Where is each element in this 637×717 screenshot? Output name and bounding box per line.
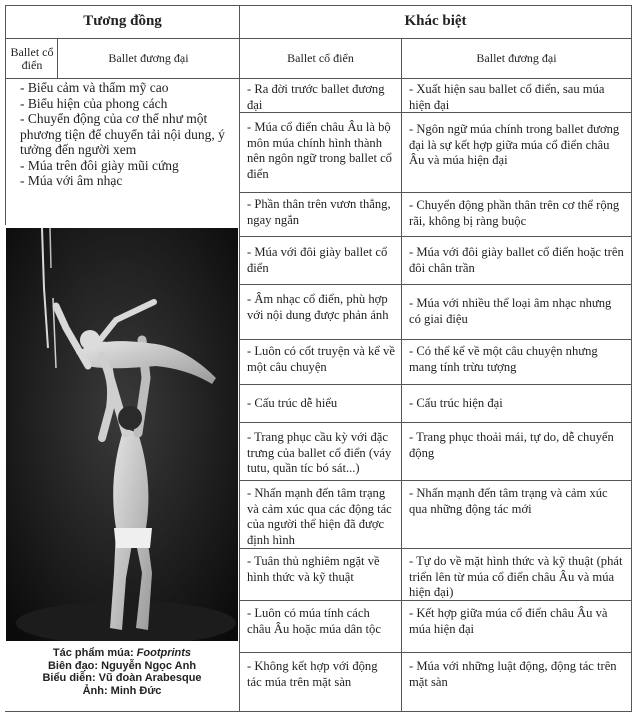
diff-classical-cell: - Phần thân trên vươn thẳng, ngay ngắn bbox=[247, 197, 391, 227]
row-divider bbox=[239, 192, 632, 193]
caption-performer: Biểu diễn: Vũ đoàn Arabesque bbox=[42, 672, 202, 684]
similarity-item: - Biểu hiện của phong cách bbox=[20, 95, 168, 111]
dance-photo bbox=[6, 228, 238, 641]
similar-contemporary-subheader: Ballet đương đại bbox=[108, 51, 189, 65]
diff-classical-cell: - Cấu trúc dễ hiểu bbox=[247, 396, 338, 410]
similarity-item: - Biểu cảm và thẩm mỹ cao bbox=[20, 80, 169, 95]
diff-contemporary-cell: - Trang phục thoải mái, tự do, dễ chuyển động bbox=[409, 430, 614, 460]
diff-classical-cell: - Âm nhạc cổ điển, phù hợp với nội dung được phản ánh bbox=[247, 292, 389, 322]
similarity-item: - Múa với âm nhạc bbox=[20, 173, 123, 188]
diff-contemporary-cell: - Cấu trúc hiện đại bbox=[409, 396, 503, 410]
diff-classical-cell: - Ra đời trước ballet đương đại bbox=[247, 82, 385, 112]
caption-photographer: Ảnh: Minh Đức bbox=[82, 684, 162, 697]
caption-choreographer: Biên đạo: Nguyễn Ngọc Anh bbox=[47, 659, 197, 672]
similarity-item: - Chuyển động của cơ thể như một phương tiện để chuyển tải nội dung, ý tưởng đến người xem bbox=[20, 111, 225, 157]
diff-contemporary-cell: - Kết hợp giữa múa cổ điển châu Âu và múa hiện đại bbox=[409, 606, 608, 636]
row-divider bbox=[239, 236, 632, 237]
header-divider bbox=[5, 38, 632, 39]
diff-contemporary-cell: - Nhấn mạnh đến tâm trạng và cảm xúc qua những động tác mới bbox=[409, 486, 608, 516]
photo-caption bbox=[6, 647, 238, 697]
similar-classical-subheader: Ballet cổ điển bbox=[10, 44, 54, 72]
diff-classical-cell: - Trang phục cầu kỳ với đặc trưng của ballet cổ điển (váy tutu, quần tíc bó sát...) bbox=[247, 430, 392, 475]
similarity-item: - Múa trên đôi giày mũi cứng bbox=[20, 157, 179, 173]
diff-classical-cell: - Tuân thủ nghiêm ngặt về hình thức và kỹ thuật bbox=[247, 554, 380, 584]
row-divider bbox=[239, 339, 632, 340]
differences-header: Khác biệt bbox=[404, 13, 467, 29]
diff-contemporary-subheader: Ballet đương đại bbox=[476, 51, 557, 65]
diff-classical-cell: - Nhấn mạnh đến tâm trạng và cảm xúc qua các động tác của người thể hiện đã được định hình bbox=[247, 486, 392, 547]
table-border-bottom bbox=[5, 711, 632, 712]
similarities-list bbox=[20, 80, 238, 189]
row-divider bbox=[239, 384, 632, 385]
row-divider bbox=[239, 284, 632, 285]
diff-classical-cell: - Không kết hợp với động tác múa trên mặt sàn bbox=[247, 659, 378, 689]
caption-work: Tác phẩm múa: Footprints bbox=[52, 647, 192, 659]
row-divider bbox=[239, 548, 632, 549]
diff-contemporary-cell: - Múa với những luật động, động tác trên mặt sàn bbox=[409, 659, 617, 689]
row-divider bbox=[239, 480, 632, 481]
diff-classical-cell: - Múa cổ điển châu Âu là bộ môn múa chính hình thành nên ngôn ngữ trong ballet cổ điển bbox=[247, 120, 392, 181]
table-border-top bbox=[5, 5, 632, 6]
diff-contemporary-cell: - Xuất hiện sau ballet cổ điển, sau múa hiện đại bbox=[409, 82, 605, 112]
diff-contemporary-cell: - Múa với đôi giày ballet cổ điển hoặc trên đôi chân trần bbox=[409, 245, 624, 275]
diff-contemporary-cell: - Múa với nhiều thể loại âm nhạc nhưng có giai điệu bbox=[409, 296, 612, 326]
diff-contemporary-cell: - Chuyển động phần thân trên cơ thể rộng rãi, không bị ràng buộc bbox=[409, 198, 620, 228]
diff-classical-cell: - Luôn có cốt truyện và kể về một câu chuyện bbox=[247, 344, 395, 374]
diff-classical-cell: - Múa với đôi giày ballet cổ điển bbox=[247, 245, 388, 275]
subheader-divider bbox=[5, 78, 632, 79]
diff-contemporary-cell: - Tự do về mặt hình thức và kỹ thuật (phát triển lên từ múa cổ điển châu Âu và múa hiện đại) bbox=[409, 554, 623, 599]
dancers-illustration bbox=[6, 228, 238, 641]
similarities-header: Tương đồng bbox=[83, 13, 162, 29]
diff-contemporary-cell: - Ngôn ngữ múa chính trong ballet đương đại là sự kết hợp giữa múa cổ điển châu Âu và múa hiện đại bbox=[409, 122, 620, 167]
diff-classical-cell: - Luôn có múa tính cách châu Âu hoặc múa dân tộc bbox=[247, 606, 381, 636]
row-divider bbox=[239, 422, 632, 423]
row-divider bbox=[239, 652, 632, 653]
diff-classical-subheader: Ballet cổ điển bbox=[287, 51, 354, 65]
diff-column-divider bbox=[401, 38, 402, 712]
diff-contemporary-cell: - Có thể kể về một câu chuyện nhưng mang tính trừu tượng bbox=[409, 344, 598, 374]
